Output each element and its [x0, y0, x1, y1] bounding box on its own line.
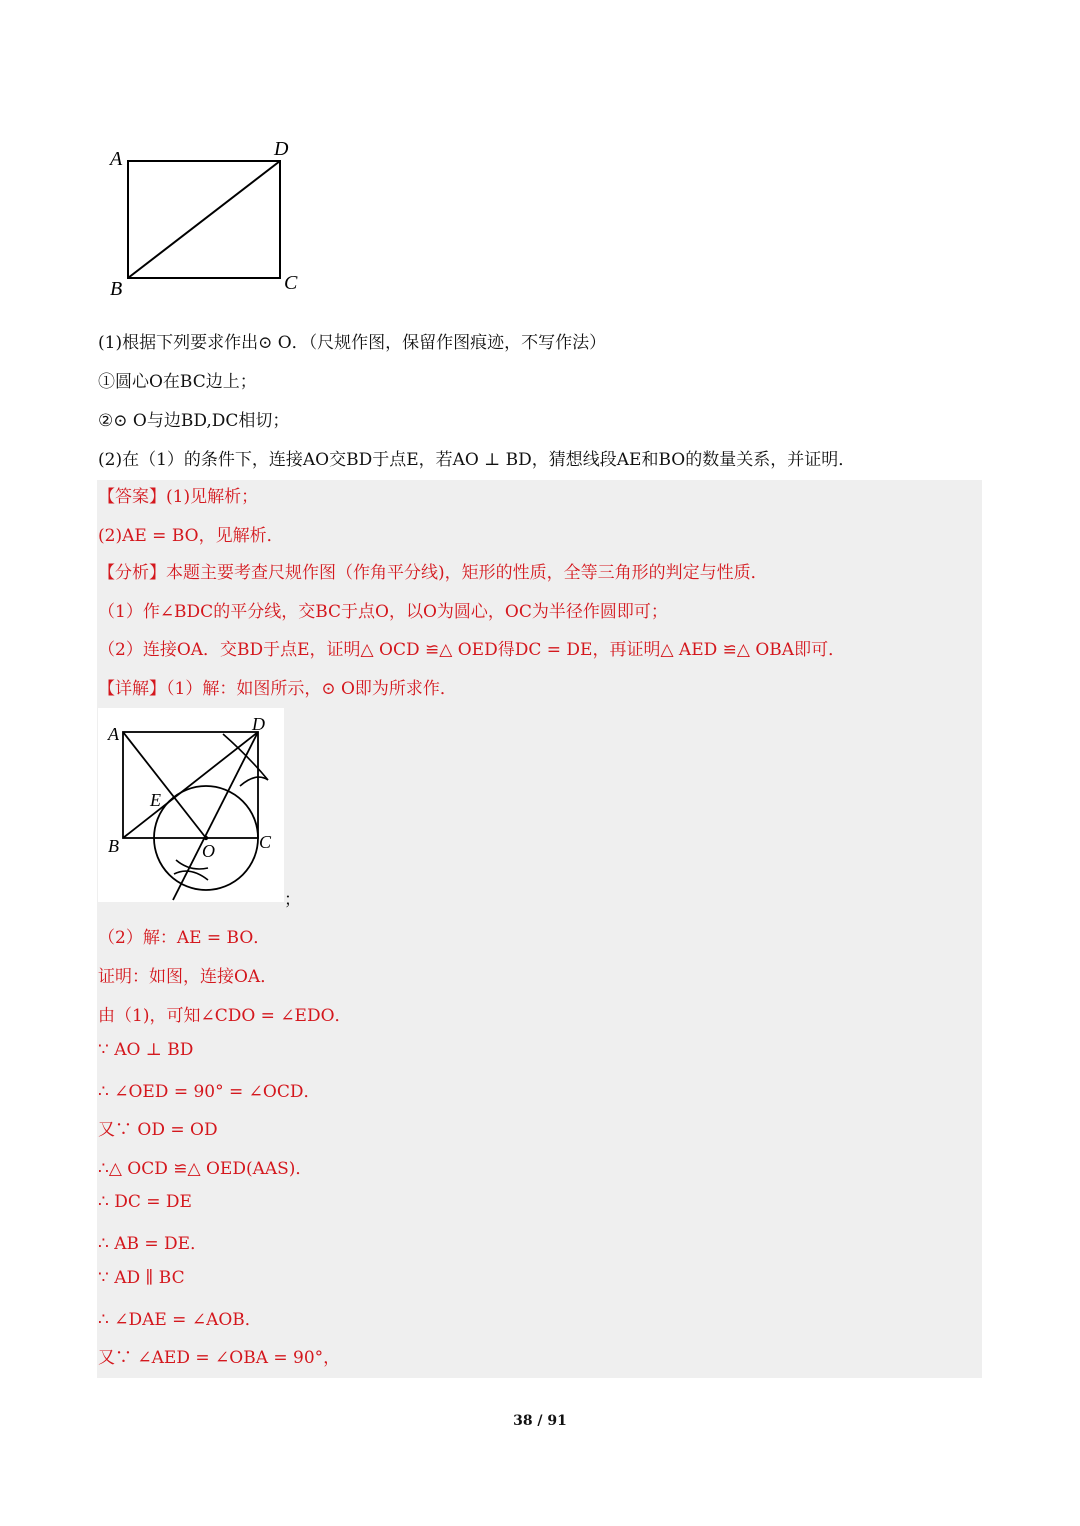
proof-intro: 证明：如图，连接OA． — [98, 967, 278, 987]
analysis-text: 本题主要考查尺规作图（作角平分线)，矩形的性质，全等三角形的判定与性质． — [166, 563, 768, 583]
detail-line — [98, 674, 457, 699]
label-a-2: A — [108, 724, 119, 744]
analysis-tag: 【分析】 — [98, 563, 166, 583]
label-o-2: O — [202, 841, 215, 861]
figure-rectangle — [100, 135, 320, 305]
label-e-2: E — [150, 790, 161, 810]
condition-2: ②⊙ O与边BD,DC相切； — [98, 411, 290, 431]
point-o — [204, 836, 208, 840]
segment-ao — [123, 732, 206, 838]
answer-line-1 — [98, 482, 258, 507]
label-d-2: D — [252, 714, 265, 734]
label-b-2: B — [108, 836, 119, 856]
proof-line-3: ∴ ∠OED = 90° = ∠OCD． — [98, 1082, 321, 1102]
proof-line-4: 又∵ OD = OD — [98, 1120, 218, 1140]
figure-construction — [98, 708, 284, 902]
answer-line-2: (2)AE = BO，见解析． — [98, 526, 284, 546]
answer-tag: 【答案】 — [98, 487, 166, 507]
detail-text: （1）解：如图所示，⊙ O即为所求作． — [166, 679, 457, 699]
label-d: D — [274, 138, 289, 160]
proof-line-8: ∵ AD ∥ BC — [98, 1268, 185, 1288]
page-number: 38 / 91 — [513, 1413, 567, 1429]
analysis-step-2: （2）连接OA．交BD于点E，证明△ OCD ≌△ OED得DC = DE，再证明△ AED ≌△ OBA即可． — [98, 640, 846, 660]
construction-arc-2 — [240, 777, 268, 786]
detail-tag: 【详解】 — [98, 679, 166, 699]
answer-1: (1)见解析； — [166, 487, 259, 507]
question-part-2: (2)在（1）的条件下，连接AO交BD于点E，若AO ⊥ BD，猜想线段AE和BO的数量关系，并证明． — [98, 450, 856, 470]
figure-suffix: ； — [284, 890, 301, 910]
label-c: C — [284, 272, 298, 294]
label-b: B — [110, 278, 123, 300]
question-part-1: (1)根据下列要求作出⊙ O．（尺规作图，保留作图痕迹，不写作法） — [98, 333, 607, 353]
condition-1: ①圆心O在BC边上； — [98, 372, 257, 392]
label-a: A — [110, 148, 123, 170]
solution-part-2: （2）解：AE = BO． — [98, 928, 271, 948]
analysis-line — [98, 558, 768, 583]
proof-line-7: ∴ AB = DE． — [98, 1234, 208, 1254]
proof-line-6: ∴ DC = DE — [98, 1192, 192, 1212]
proof-line-9: ∴ ∠DAE = ∠AOB． — [98, 1310, 262, 1330]
proof-line-10: 又∵ ∠AED = ∠OBA = 90°， — [98, 1348, 341, 1368]
diagonal-bd — [128, 161, 280, 278]
label-c-2: C — [259, 832, 272, 852]
proof-line-5: ∴△ OCD ≌△ OED(AAS)． — [98, 1159, 313, 1179]
bisector-line — [173, 732, 258, 900]
proof-line-2: ∵ AO ⊥ BD — [98, 1040, 194, 1060]
analysis-step-1: （1）作∠BDC的平分线，交BC于点O，以O为圆心，OC为半径作圆即可； — [98, 602, 668, 622]
construction-arc-4 — [174, 871, 208, 880]
proof-line-1: 由（1)，可知∠CDO = ∠EDO． — [98, 1006, 352, 1026]
